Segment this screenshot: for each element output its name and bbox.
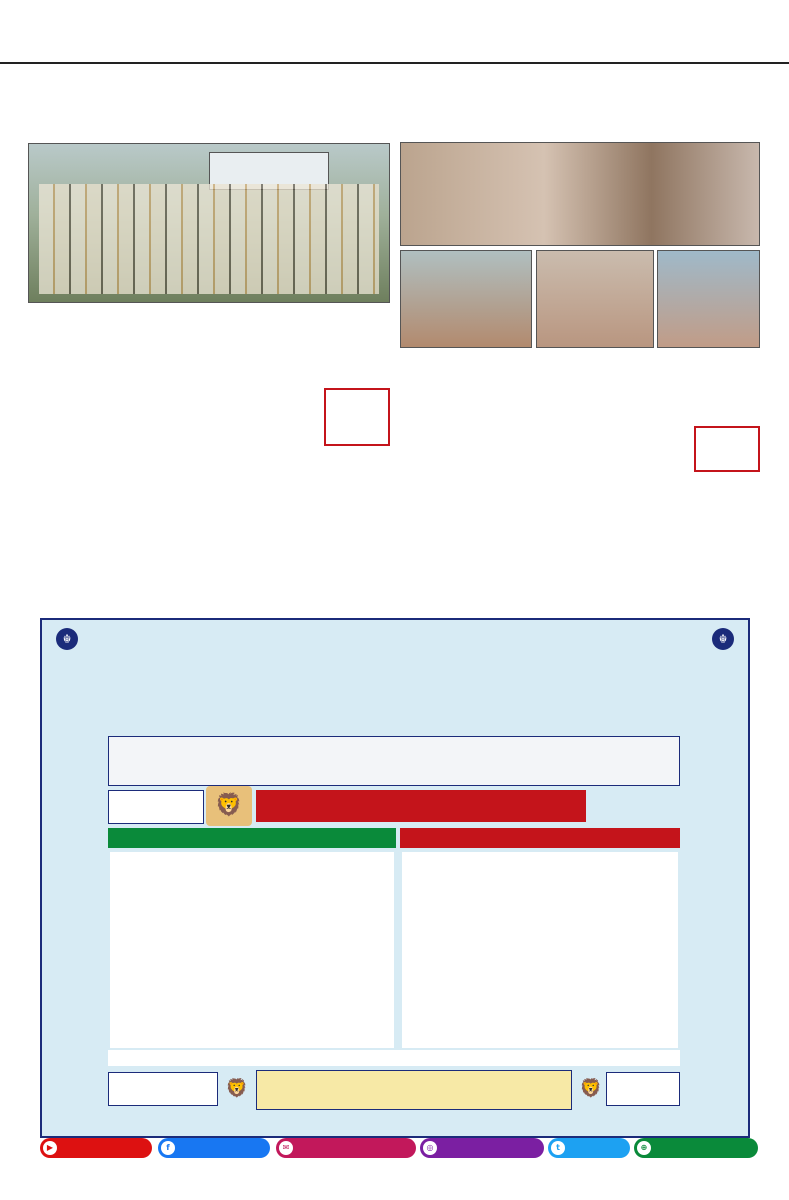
vote-box-top-left (108, 790, 204, 824)
group-of-people (39, 184, 379, 294)
manifesto-pa-text (110, 852, 394, 1048)
manifesto-en-head (400, 828, 680, 848)
manifesto-en-text (402, 852, 678, 1048)
manifesto-pa-title (256, 790, 586, 822)
footer-instagram[interactable]: ◎ (420, 1138, 544, 1158)
footer-twitter[interactable]: t (548, 1138, 630, 1158)
vote-box-bottom-right (606, 1072, 680, 1106)
footer-email[interactable]: ✉ (276, 1138, 416, 1158)
story2-photo-1 (400, 250, 532, 348)
issued-by-box (256, 1070, 572, 1110)
right-candidates-col (688, 732, 748, 1132)
footer-youtube[interactable]: ▶ (40, 1138, 152, 1158)
lion-icon-small-right: 🦁 (579, 1078, 603, 1099)
story2-col2 (592, 354, 760, 428)
khanda-icon-right: ☬ (712, 628, 734, 650)
footer-website[interactable]: ⊕ (634, 1138, 758, 1158)
lion-icon-small: 🦁 (225, 1078, 249, 1099)
top-candidates-row (46, 652, 746, 732)
ad-bottom-red-line (108, 1050, 680, 1066)
manifesto-pa-head (108, 828, 396, 848)
story3-col1 (28, 510, 390, 608)
jan-shakti-badge-1 (324, 388, 390, 446)
page-header (0, 0, 789, 64)
story1-photo (28, 143, 390, 303)
story2-col1 (400, 354, 586, 452)
story1-col2 (214, 309, 322, 452)
story3-col2 (400, 510, 760, 608)
footer-facebook[interactable]: f (158, 1138, 270, 1158)
story1-col1 (28, 309, 208, 452)
vote-box-bottom-left (108, 1072, 218, 1106)
jan-shakti-badge-2 (694, 426, 760, 472)
left-candidates-col (44, 732, 104, 1132)
story2-photo-2 (536, 250, 654, 348)
gurdwara-banner (108, 736, 680, 786)
story2-photo-3 (657, 250, 760, 348)
khanda-icon-left: ☬ (56, 628, 78, 650)
story2-photo-main (400, 142, 760, 246)
lion-icon: 🦁 (206, 786, 252, 826)
ad-right-note (590, 790, 686, 824)
